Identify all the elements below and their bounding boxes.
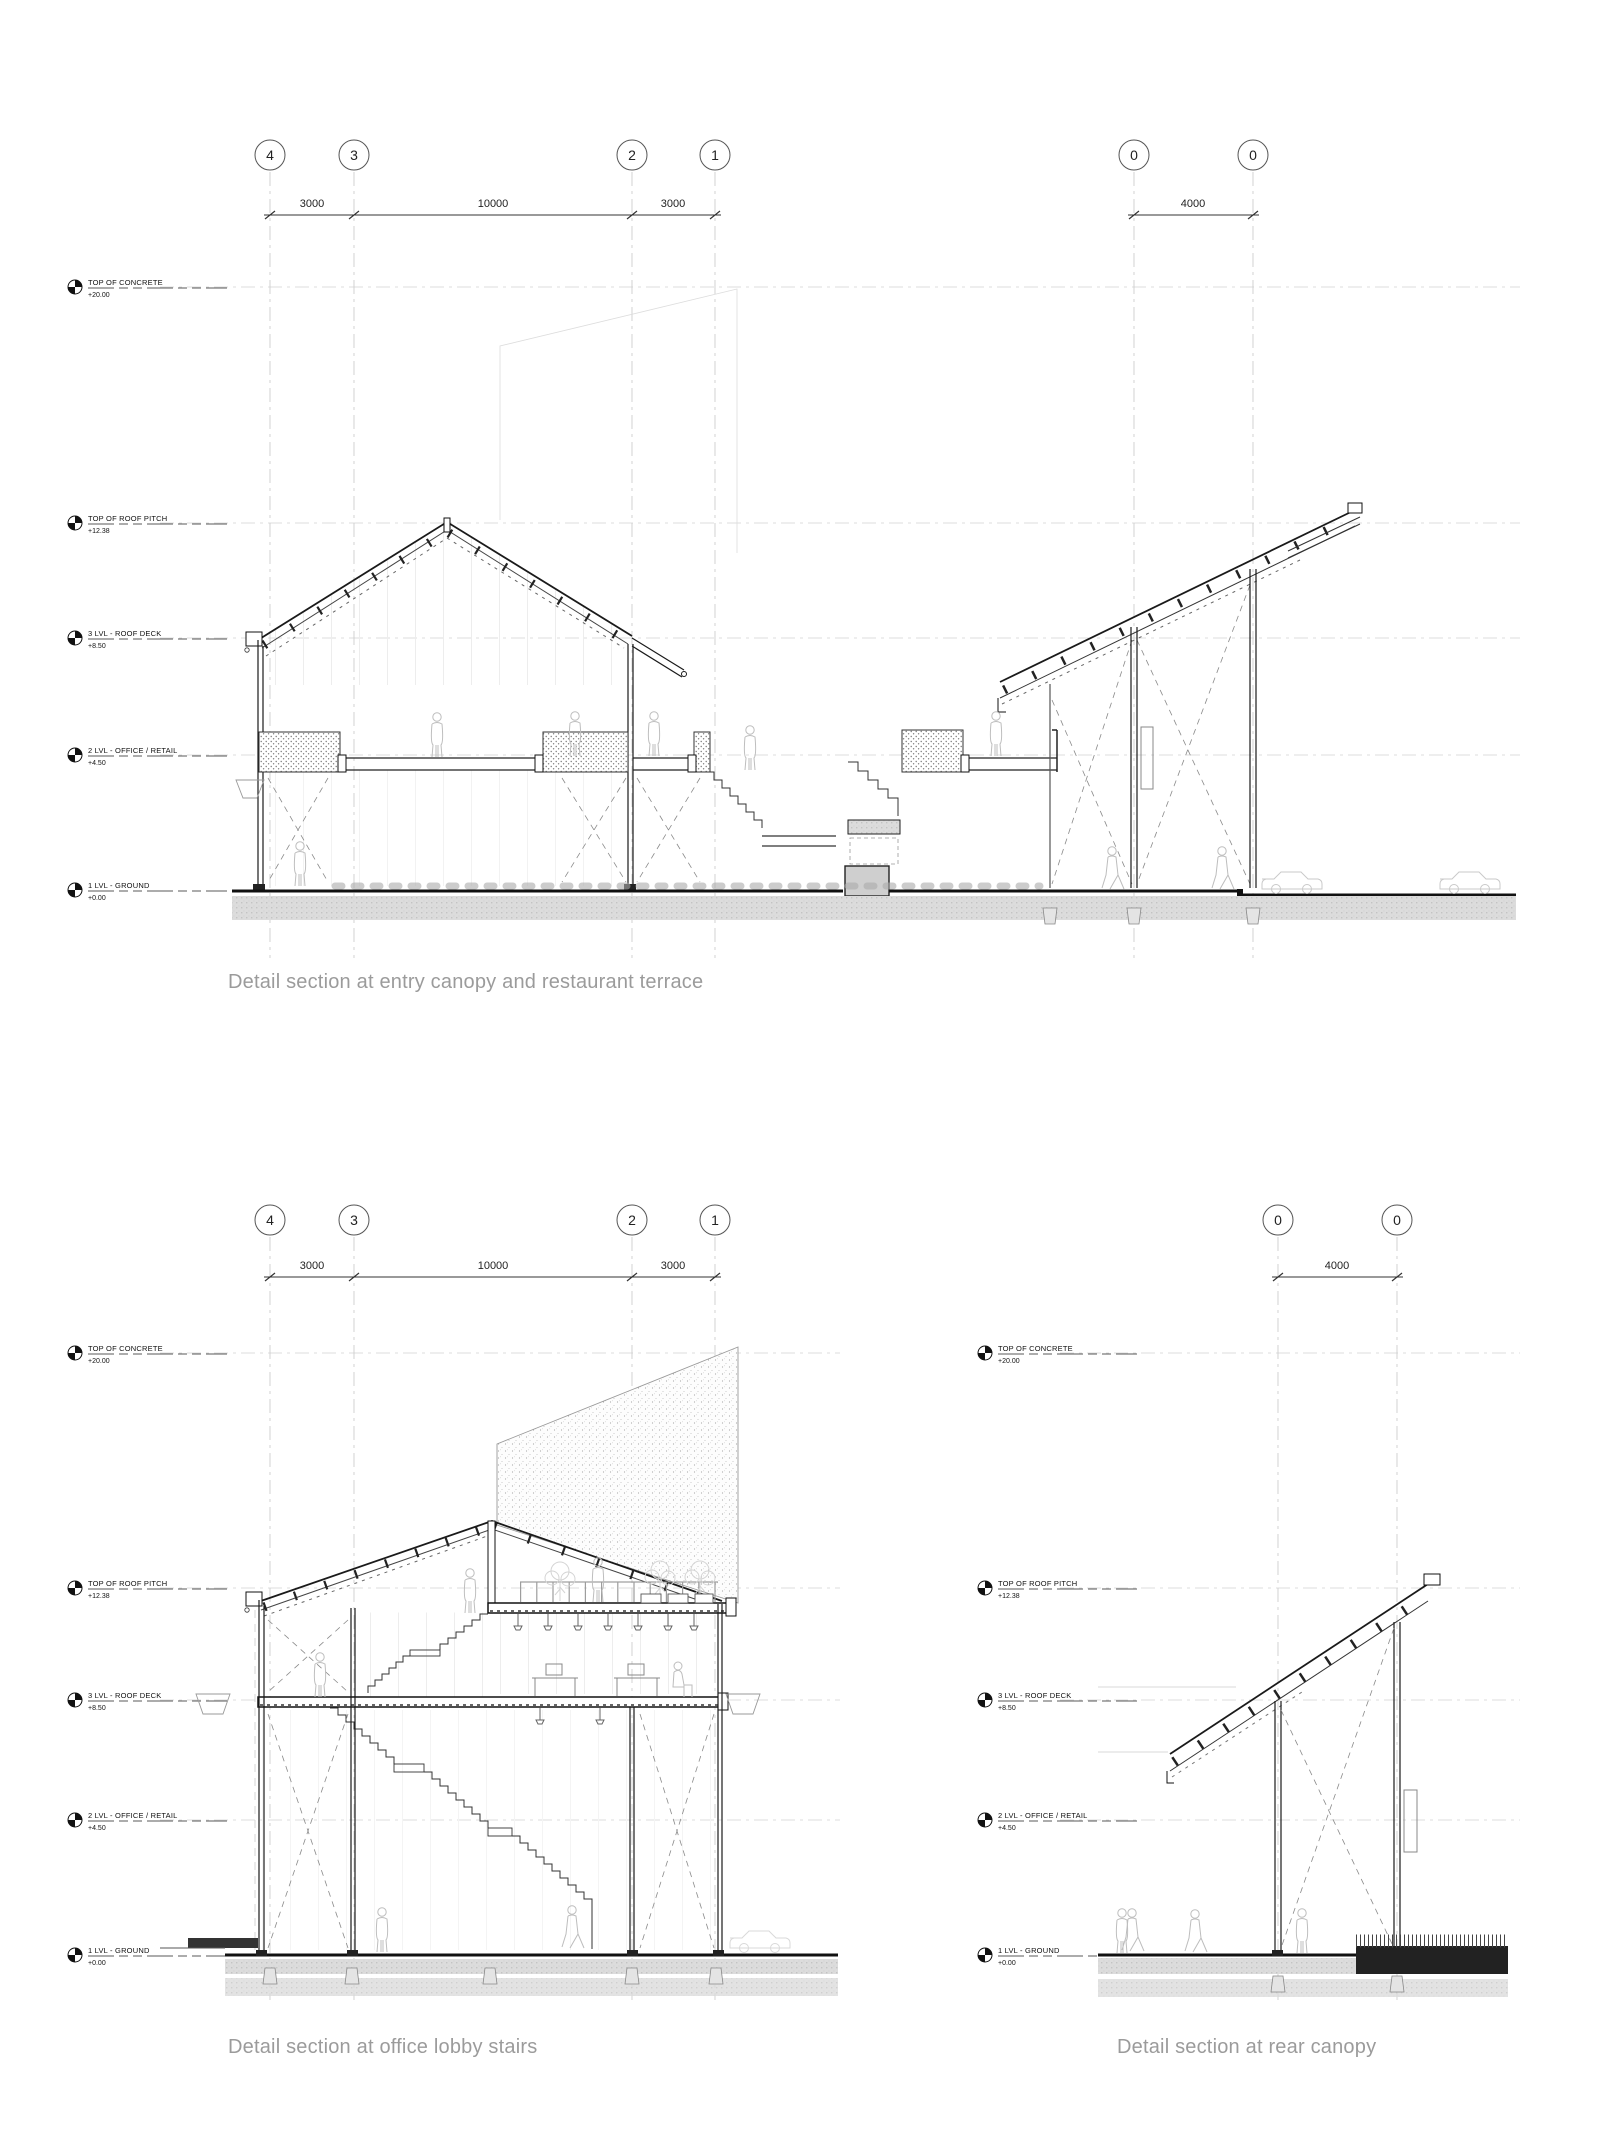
- grid-lines: [270, 172, 1397, 2000]
- dimension-string-bottom: [264, 1273, 1403, 1281]
- level-markers-top-section: [68, 278, 227, 902]
- level-elevation: +8.50: [998, 1705, 1016, 1712]
- bracket: [726, 1694, 760, 1714]
- dimension-label: 4000: [1180, 198, 1206, 210]
- dimension-label: 4000: [1324, 1260, 1350, 1272]
- level-elevation: +0.00: [88, 1960, 106, 1967]
- level-name: 3 LVL - ROOF DECK: [998, 1691, 1072, 1700]
- grid-bubble-labels-top: [266, 147, 1257, 163]
- dimension-label: 10000: [477, 1260, 509, 1272]
- dimension-label: 3000: [660, 198, 686, 210]
- dimension-string-top: [264, 211, 1259, 219]
- level-elevation: +0.00: [998, 1960, 1016, 1967]
- level-name: 2 LVL - OFFICE / RETAIL: [998, 1811, 1088, 1820]
- grid-bubble: 0: [1274, 1212, 1282, 1228]
- grid-bubble: 0: [1130, 147, 1138, 163]
- bracket: [236, 780, 264, 798]
- level-markers-bottom-left: [68, 1344, 227, 1967]
- gable-roof: [245, 518, 687, 677]
- grid-bubble-labels-bottom: [266, 1212, 1401, 1228]
- walls-bottom-left: [259, 1600, 722, 1955]
- dimension-label: 3000: [299, 1260, 325, 1272]
- entry-stair: [706, 762, 900, 896]
- section-caption-lobby: Detail section at office lobby stairs: [228, 2036, 538, 2058]
- section-rear-canopy: [1098, 1574, 1508, 1997]
- grid-bubble: 3: [350, 147, 358, 163]
- level-name: 2 LVL - OFFICE / RETAIL: [88, 1811, 178, 1820]
- level-elevation: +12.38: [88, 1593, 110, 1600]
- level-name: TOP OF ROOF PITCH: [998, 1579, 1078, 1588]
- section-caption-entry: Detail section at entry canopy and restaurant terrace: [228, 971, 704, 993]
- x-braces-rear: [1281, 1628, 1394, 1948]
- level-name: 1 LVL - GROUND: [88, 881, 150, 890]
- panel: [1404, 1790, 1417, 1852]
- grid-bubble: 4: [266, 147, 274, 163]
- grid-bubble: 1: [711, 147, 719, 163]
- level-name: TOP OF CONCRETE: [88, 278, 163, 287]
- grid-bubble: 1: [711, 1212, 719, 1228]
- level-datum-lines: [160, 287, 1520, 1820]
- level2-floor: [259, 730, 1057, 772]
- grid-bubble: 0: [1393, 1212, 1401, 1228]
- section-office-lobby: [160, 1347, 838, 1996]
- dimension-label: 10000: [477, 198, 509, 210]
- dimension-labels-top: [300, 198, 1205, 210]
- level-name: TOP OF ROOF PITCH: [88, 1579, 168, 1588]
- level-elevation: +12.38: [998, 1593, 1020, 1600]
- level-name: 2 LVL - OFFICE / RETAIL: [88, 746, 178, 755]
- section-entry-canopy: [232, 289, 1516, 924]
- level-name: 3 LVL - ROOF DECK: [88, 629, 162, 638]
- level-name: TOP OF CONCRETE: [998, 1344, 1073, 1353]
- grid-bubble: 3: [350, 1212, 358, 1228]
- level-elevation: +4.50: [88, 760, 106, 767]
- x-braces-bottom-left: [268, 1620, 714, 1948]
- office-level: [514, 1614, 698, 1696]
- level-markers-bottom-right: [978, 1344, 1137, 1967]
- figures-top: [294, 712, 1500, 894]
- wall-beyond-outline: [500, 289, 737, 553]
- level-name: 1 LVL - GROUND: [998, 1946, 1060, 1955]
- level-elevation: +20.00: [88, 292, 110, 299]
- ground-bottom-left: [160, 1938, 838, 1996]
- canopy-beam: [1167, 1574, 1440, 1783]
- level-name: TOP OF CONCRETE: [88, 1344, 163, 1353]
- ref-lines: [1098, 1687, 1236, 1752]
- level-elevation: +20.00: [88, 1358, 110, 1365]
- level-elevation: +8.50: [88, 643, 106, 650]
- level-name: 1 LVL - GROUND: [88, 1946, 150, 1955]
- bracket: [196, 1694, 230, 1714]
- dimension-label: 3000: [660, 1260, 686, 1272]
- dimension-labels-bottom: [300, 1260, 1349, 1272]
- level-name: TOP OF ROOF PITCH: [88, 514, 168, 523]
- dimension-label: 3000: [299, 198, 325, 210]
- level-elevation: +0.00: [88, 895, 106, 902]
- grid-bubble: 2: [628, 147, 636, 163]
- level-name: 3 LVL - ROOF DECK: [88, 1691, 162, 1700]
- level-elevation: +4.50: [88, 1825, 106, 1832]
- grid-bubble: 0: [1249, 147, 1257, 163]
- grid-bubbles-bottom: [255, 1205, 1412, 1235]
- level-elevation: +8.50: [88, 1705, 106, 1712]
- grid-bubble: 4: [266, 1212, 274, 1228]
- section-caption-rear: Detail section at rear canopy: [1117, 2036, 1377, 2058]
- level-elevation: +12.38: [88, 528, 110, 535]
- level-elevation: +20.00: [998, 1358, 1020, 1365]
- grid-bubbles-top: [255, 140, 1268, 170]
- grid-bubble: 2: [628, 1212, 636, 1228]
- level-elevation: +4.50: [998, 1825, 1016, 1832]
- canopy-top: [998, 503, 1362, 888]
- figures-rear: [1116, 1909, 1307, 1953]
- middle-slab: [258, 1693, 728, 1724]
